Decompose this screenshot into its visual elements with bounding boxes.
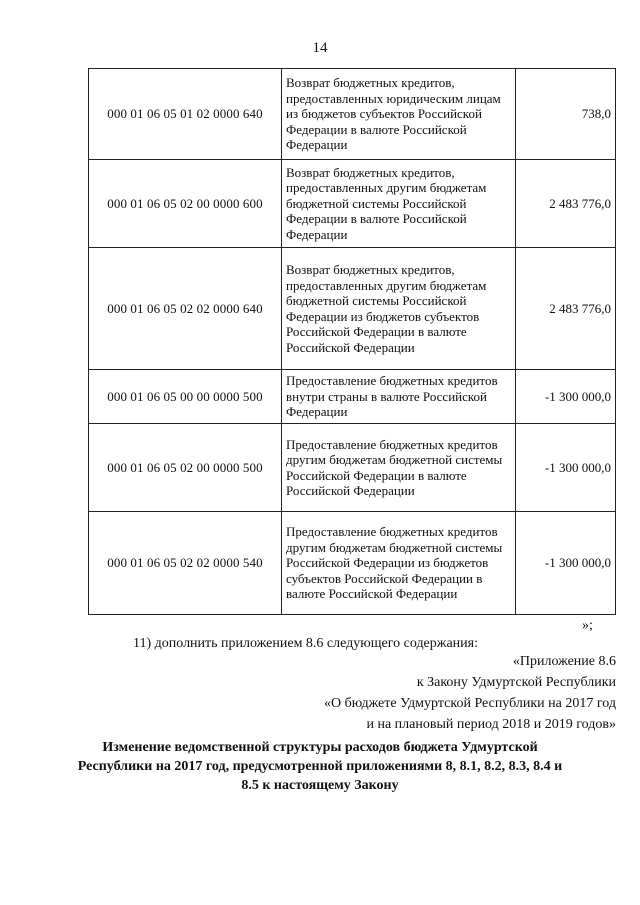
heading-line: Республики на 2017 год, предусмотренной приложениями 8, 8.1, 8.2, 8.3, 8.4 и [77, 759, 563, 774]
description-cell: Предоставление бюджетных кредитов другим бюджетам бюджетной системы Российской Федерации в валюте Российской Федерации [282, 424, 516, 512]
amount-cell: -1 300 000,0 [516, 424, 616, 512]
description-cell: Возврат бюджетных кредитов, предоставленных другим бюджетам бюджетной системы Российской Федерации из бюджетов субъектов Российской Федерации в валюте Российской Федерации [282, 248, 516, 370]
description-cell: Предоставление бюджетных кредитов другим бюджетам бюджетной системы Российской Федерации из бюджетов субъектов Российской Федерации в валюте Российской Федерации [282, 512, 516, 615]
appendix-law-title: «О бюджете Удмуртской Республики на 2017 год [323, 696, 616, 711]
budget-code-cell: 000 01 06 05 02 02 0000 640 [89, 248, 282, 370]
description-cell: Возврат бюджетных кредитов, предоставленных другим бюджетам бюджетной системы Российской Федерации в валюте Российской Федерации [282, 160, 516, 248]
appendix-header [324, 651, 616, 735]
amendment-instruction: 11) дополнить приложением 8.6 следующего содержания: [133, 636, 478, 651]
amount-cell: 2 483 776,0 [516, 248, 616, 370]
appendix-law-reference: к Закону Удмуртской Республики [416, 675, 616, 690]
heading-line: 8.5 к настоящему Закону [241, 778, 399, 793]
amount-cell: 2 483 776,0 [516, 160, 616, 248]
table-row [89, 69, 616, 160]
appendix-law-period: и на плановый период 2018 и 2019 годов» [366, 717, 616, 732]
table-row [89, 370, 616, 424]
budget-code-cell: 000 01 06 05 00 00 0000 500 [89, 370, 282, 424]
amount-cell: -1 300 000,0 [516, 370, 616, 424]
budget-code-cell: 000 01 06 05 02 02 0000 540 [89, 512, 282, 615]
budget-code-cell: 000 01 06 05 01 02 0000 640 [89, 69, 282, 160]
page-number: 14 [312, 40, 328, 56]
table-row [89, 512, 616, 615]
amount-cell: 738,0 [516, 69, 616, 160]
amount-cell: -1 300 000,0 [516, 512, 616, 615]
table-row [89, 160, 616, 248]
table-row [89, 424, 616, 512]
document-heading [70, 738, 570, 795]
heading-line: Изменение ведомственной структуры расходов бюджета Удмуртской [102, 740, 538, 755]
budget-code-cell: 000 01 06 05 02 00 0000 600 [89, 160, 282, 248]
budget-code-cell: 000 01 06 05 02 00 0000 500 [89, 424, 282, 512]
closing-quote-mark: »; [582, 618, 593, 633]
budget-sources-table [88, 68, 616, 615]
appendix-number: «Приложение 8.6 [512, 654, 616, 669]
description-cell: Возврат бюджетных кредитов, предоставленных юридическим лицам из бюджетов субъектов Российской Федерации в валюте Российской Федерации [282, 69, 516, 160]
description-cell: Предоставление бюджетных кредитов внутри страны в валюте Российской Федерации [282, 370, 516, 424]
table-row [89, 248, 616, 370]
